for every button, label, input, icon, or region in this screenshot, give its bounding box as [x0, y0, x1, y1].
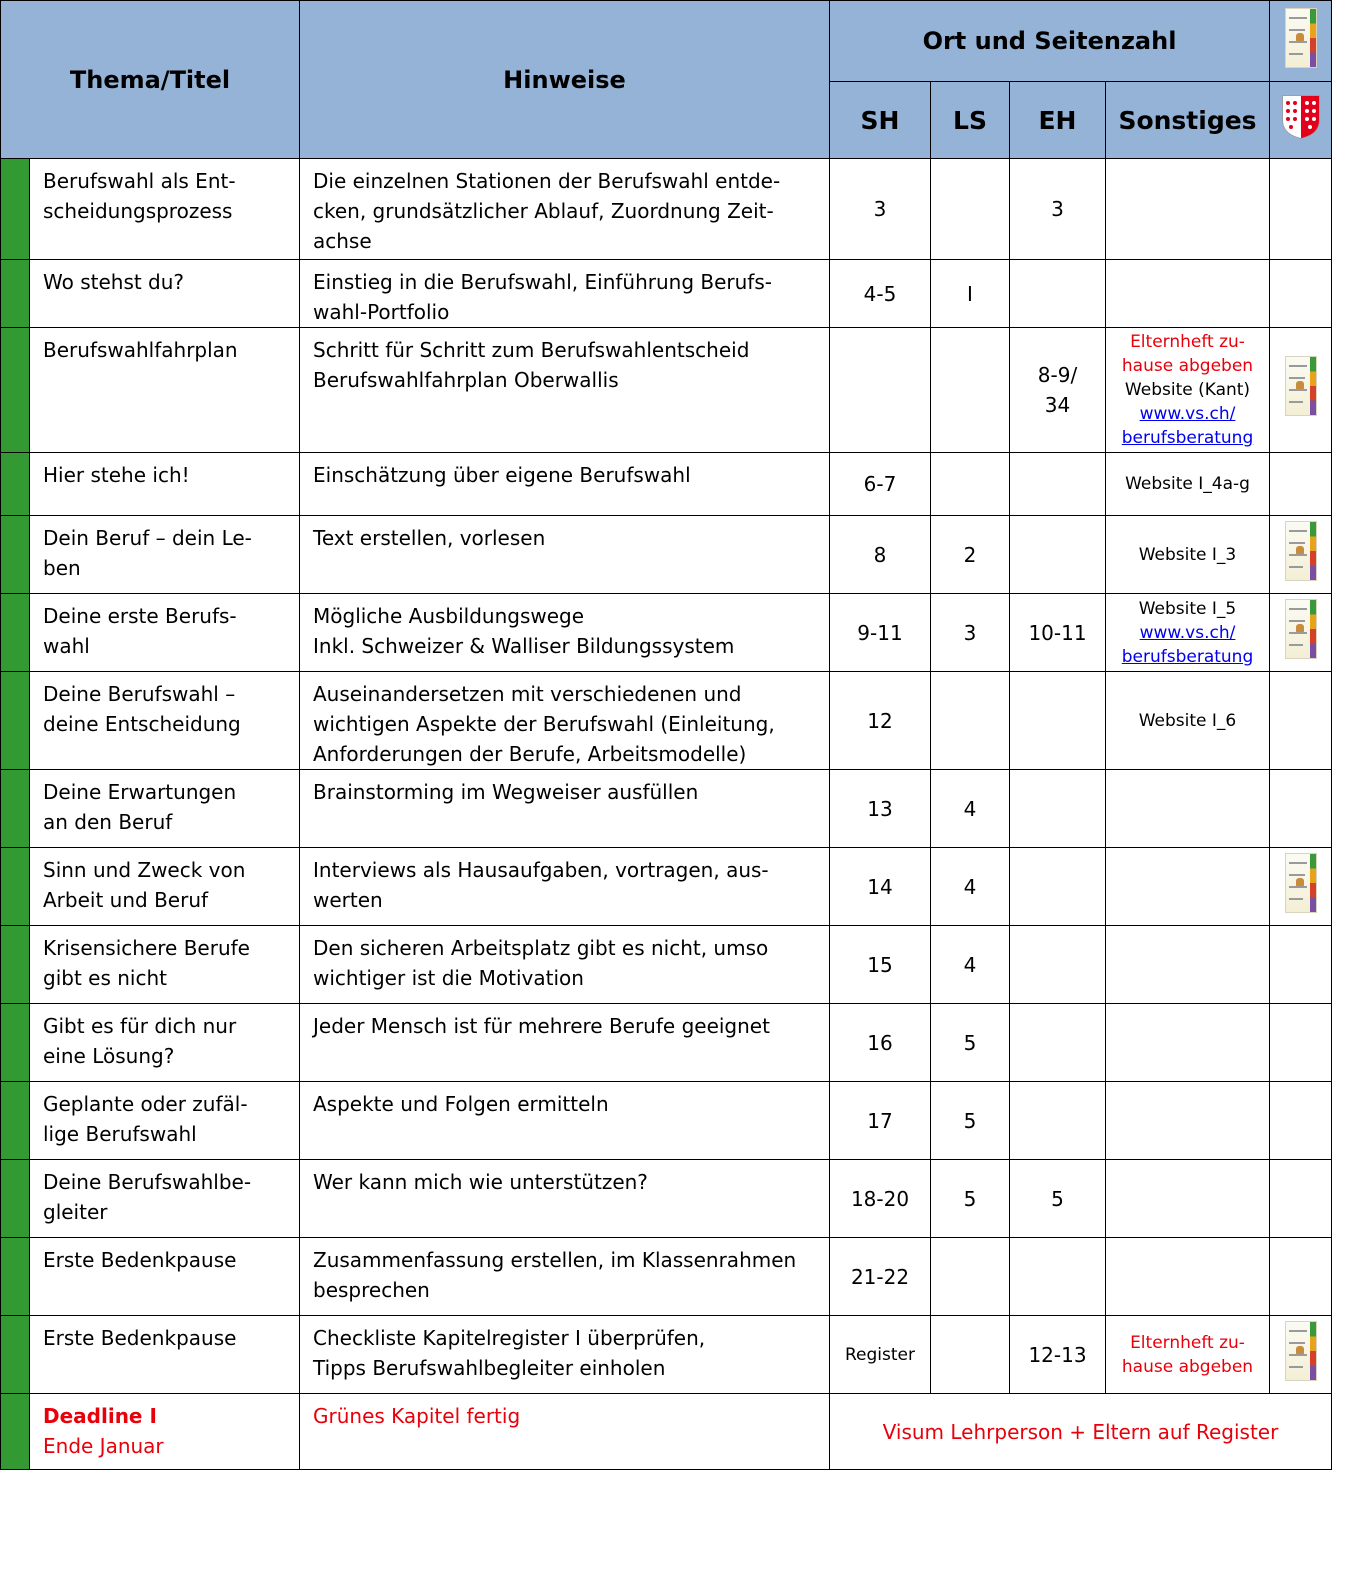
green-bar [1, 1238, 30, 1316]
table-row [1, 770, 1332, 848]
booklet-cover-icon [1285, 599, 1317, 659]
note-cell: Text erstellen, vorlesen [300, 516, 830, 594]
other-cell [1106, 770, 1270, 848]
eh-page [1010, 672, 1106, 770]
other-note: Website (Kant) [1124, 380, 1251, 400]
green-bar [1, 453, 30, 516]
topic-cell: Deine Berufswahlbe- gleiter [30, 1160, 300, 1238]
table-row [1, 516, 1332, 594]
other-cell [1106, 848, 1270, 926]
eh-page [1010, 848, 1106, 926]
note-cell: Zusammenfassung erstellen, im Klassenrahmen besprechen [300, 1238, 830, 1316]
image-cell [1270, 594, 1332, 672]
ls-page [931, 1238, 1010, 1316]
booklet-cover-icon [1285, 1321, 1317, 1381]
eh-page [1010, 770, 1106, 848]
eh-page: 3 [1010, 159, 1106, 260]
table-row [1, 848, 1332, 926]
other-cell [1106, 1238, 1270, 1316]
eh-page: 8-9/ 34 [1010, 328, 1106, 453]
topic-cell: Hier stehe ich! [30, 453, 300, 516]
deadline-title: Deadline I [43, 1404, 157, 1428]
green-bar [1, 328, 30, 453]
other-cell [1106, 1160, 1270, 1238]
header-sh: SH [830, 82, 931, 159]
sh-page: 17 [830, 1082, 931, 1160]
booklet-cover-icon [1285, 853, 1317, 913]
eh-page [1010, 453, 1106, 516]
green-bar [1, 1160, 30, 1238]
image-cell [1270, 1238, 1332, 1316]
note-cell: Die einzelnen Stationen der Berufswahl entde- cken, grundsätzlicher Ablauf, Zuordnung Zeit- achse [300, 159, 830, 260]
header-notes: Hinweise [300, 1, 830, 159]
ls-page [931, 1316, 1010, 1394]
note-cell: Jeder Mensch ist für mehrere Berufe geeignet [300, 1004, 830, 1082]
sh-page: 15 [830, 926, 931, 1004]
image-cell [1270, 260, 1332, 328]
image-cell [1270, 1160, 1332, 1238]
green-bar [1, 926, 30, 1004]
table-row [1, 926, 1332, 1004]
green-bar [1, 1082, 30, 1160]
ls-page: 4 [931, 770, 1010, 848]
visum-note: Visum Lehrperson + Eltern auf Register [830, 1394, 1332, 1470]
other-cell [1106, 1082, 1270, 1160]
eh-page [1010, 1082, 1106, 1160]
topic-cell: Dein Beruf – dein Le- ben [30, 516, 300, 594]
note-cell: Brainstorming im Wegweiser ausfüllen [300, 770, 830, 848]
other-note: Website I_4a-g [1125, 474, 1250, 494]
sh-page: 12 [830, 672, 931, 770]
sh-page: Register [830, 1316, 931, 1394]
note-cell: Auseinandersetzen mit verschiedenen und wichtigen Aspekte der Berufswahl (Einleitung, Anforderungen der Berufe, Arbeitsmodelle) [300, 672, 830, 770]
sh-page: 8 [830, 516, 931, 594]
header-booklet-cell [1270, 1, 1332, 82]
note-cell: Den sicheren Arbeitsplatz gibt es nicht, umso wichtiger ist die Motivation [300, 926, 830, 1004]
sh-page [830, 328, 931, 453]
other-note-red: Elternheft zu- hause abgeben [1121, 1332, 1254, 1377]
header-crest-cell [1270, 82, 1332, 159]
green-bar [1, 1394, 30, 1470]
website-link[interactable]: www.vs.ch/ berufsberatung [1121, 622, 1254, 667]
green-bar [1, 516, 30, 594]
ls-page [931, 672, 1010, 770]
image-cell [1270, 1082, 1332, 1160]
header-ls: LS [931, 82, 1010, 159]
table-row [1, 1316, 1332, 1394]
green-bar [1, 770, 30, 848]
ls-page: 5 [931, 1160, 1010, 1238]
topic-cell: Sinn und Zweck von Arbeit und Beruf [30, 848, 300, 926]
topic-cell: Deine erste Berufs- wahl [30, 594, 300, 672]
topic-cell: Deine Erwartungen an den Beruf [30, 770, 300, 848]
booklet-cover-icon [1285, 521, 1317, 581]
image-cell [1270, 328, 1332, 453]
ls-page [931, 453, 1010, 516]
sh-page: 16 [830, 1004, 931, 1082]
topic-cell: Wo stehst du? [30, 260, 300, 328]
ls-page: 3 [931, 594, 1010, 672]
image-cell [1270, 453, 1332, 516]
other-cell [1106, 1316, 1270, 1394]
other-note-red: Elternheft zu- hause abgeben [1121, 332, 1254, 376]
ls-page [931, 159, 1010, 260]
sh-page: 14 [830, 848, 931, 926]
green-bar [1, 260, 30, 328]
header-location: Ort und Seitenzahl [830, 1, 1270, 82]
other-note: Website I_6 [1138, 710, 1237, 731]
deadline-cell [30, 1394, 300, 1470]
table-row [1, 672, 1332, 770]
green-bar [1, 848, 30, 926]
ls-page [931, 328, 1010, 453]
eh-page: 5 [1010, 1160, 1106, 1238]
header-other: Sonstiges [1106, 82, 1270, 159]
image-cell [1270, 848, 1332, 926]
table-row [1, 159, 1332, 260]
topic-cell: Berufswahl als Ent- scheidungsprozess [30, 159, 300, 260]
note-cell: Einschätzung über eigene Berufswahl [300, 453, 830, 516]
sh-page: 21-22 [830, 1238, 931, 1316]
table-row [1, 1160, 1332, 1238]
sh-page: 9-11 [830, 594, 931, 672]
ls-page: 4 [931, 926, 1010, 1004]
other-note: Website I_5 [1138, 598, 1237, 619]
header-topic: Thema/Titel [1, 1, 300, 159]
note-cell: Einstieg in die Berufswahl, Einführung Berufs- wahl-Portfolio [300, 260, 830, 328]
other-cell [1106, 453, 1270, 516]
topic-cell: Gibt es für dich nur eine Lösung? [30, 1004, 300, 1082]
green-bar [1, 1316, 30, 1394]
other-cell [1106, 516, 1270, 594]
eh-page [1010, 516, 1106, 594]
ls-page: 5 [931, 1004, 1010, 1082]
note-cell: Mögliche Ausbildungswege Inkl. Schweizer & Walliser Bildungssystem [300, 594, 830, 672]
table-row [1, 1082, 1332, 1160]
other-cell [1106, 926, 1270, 1004]
header-eh: EH [1010, 82, 1106, 159]
table-row [1, 1238, 1332, 1316]
sh-page: 6-7 [830, 453, 931, 516]
eh-page [1010, 260, 1106, 328]
image-cell [1270, 1004, 1332, 1082]
table-row [1, 260, 1332, 328]
note-cell: Schritt für Schritt zum Berufswahlentscheid Berufswahlfahrplan Oberwallis [300, 328, 830, 453]
other-note: Website I_3 [1138, 544, 1237, 565]
image-cell [1270, 516, 1332, 594]
eh-page [1010, 1238, 1106, 1316]
topic-cell: Erste Bedenkpause [30, 1238, 300, 1316]
topic-cell: Krisensichere Berufe gibt es nicht [30, 926, 300, 1004]
image-cell [1270, 159, 1332, 260]
table-row [1, 328, 1332, 453]
ls-page: 2 [931, 516, 1010, 594]
green-bar [1, 159, 30, 260]
ls-page: 5 [931, 1082, 1010, 1160]
eh-page: 12-13 [1010, 1316, 1106, 1394]
sh-page: 13 [830, 770, 931, 848]
topic-cell: Geplante oder zufäl- lige Berufswahl [30, 1082, 300, 1160]
green-bar [1, 672, 30, 770]
green-bar [1, 594, 30, 672]
eh-page [1010, 1004, 1106, 1082]
ls-page: 4 [931, 848, 1010, 926]
booklet-cover-icon [1285, 356, 1317, 416]
note-cell: Checkliste Kapitelregister I überprüfen, Tipps Berufswahlbegleiter einholen [300, 1316, 830, 1394]
deadline-note: Grünes Kapitel fertig [300, 1394, 830, 1470]
other-cell [1106, 328, 1270, 453]
image-cell [1270, 770, 1332, 848]
table-row [1, 453, 1332, 516]
green-bar [1, 1004, 30, 1082]
other-cell [1106, 260, 1270, 328]
other-cell [1106, 159, 1270, 260]
topic-cell: Erste Bedenkpause [30, 1316, 300, 1394]
other-cell [1106, 672, 1270, 770]
other-cell [1106, 1004, 1270, 1082]
deadline-row [1, 1394, 1332, 1470]
table-row [1, 1004, 1332, 1082]
deadline-subtitle: Ende Januar [43, 1434, 164, 1458]
sh-page: 18-20 [830, 1160, 931, 1238]
eh-page [1010, 926, 1106, 1004]
booklet-cover-icon [1285, 8, 1317, 68]
topic-cell: Berufswahlfahrplan [30, 328, 300, 453]
image-cell [1270, 672, 1332, 770]
table-row [1, 594, 1332, 672]
image-cell [1270, 1316, 1332, 1394]
image-cell [1270, 926, 1332, 1004]
sh-page: 3 [830, 159, 931, 260]
note-cell: Wer kann mich wie unterstützen? [300, 1160, 830, 1238]
note-cell: Aspekte und Folgen ermitteln [300, 1082, 830, 1160]
website-link[interactable]: www.vs.ch/ berufsberatung [1121, 404, 1254, 448]
note-cell: Interviews als Hausaufgaben, vortragen, aus- werten [300, 848, 830, 926]
sh-page: 4-5 [830, 260, 931, 328]
other-cell [1106, 594, 1270, 672]
eh-page: 10-11 [1010, 594, 1106, 672]
topic-cell: Deine Berufswahl – deine Entscheidung [30, 672, 300, 770]
valais-coat-of-arms-icon [1281, 94, 1321, 140]
ls-page: I [931, 260, 1010, 328]
